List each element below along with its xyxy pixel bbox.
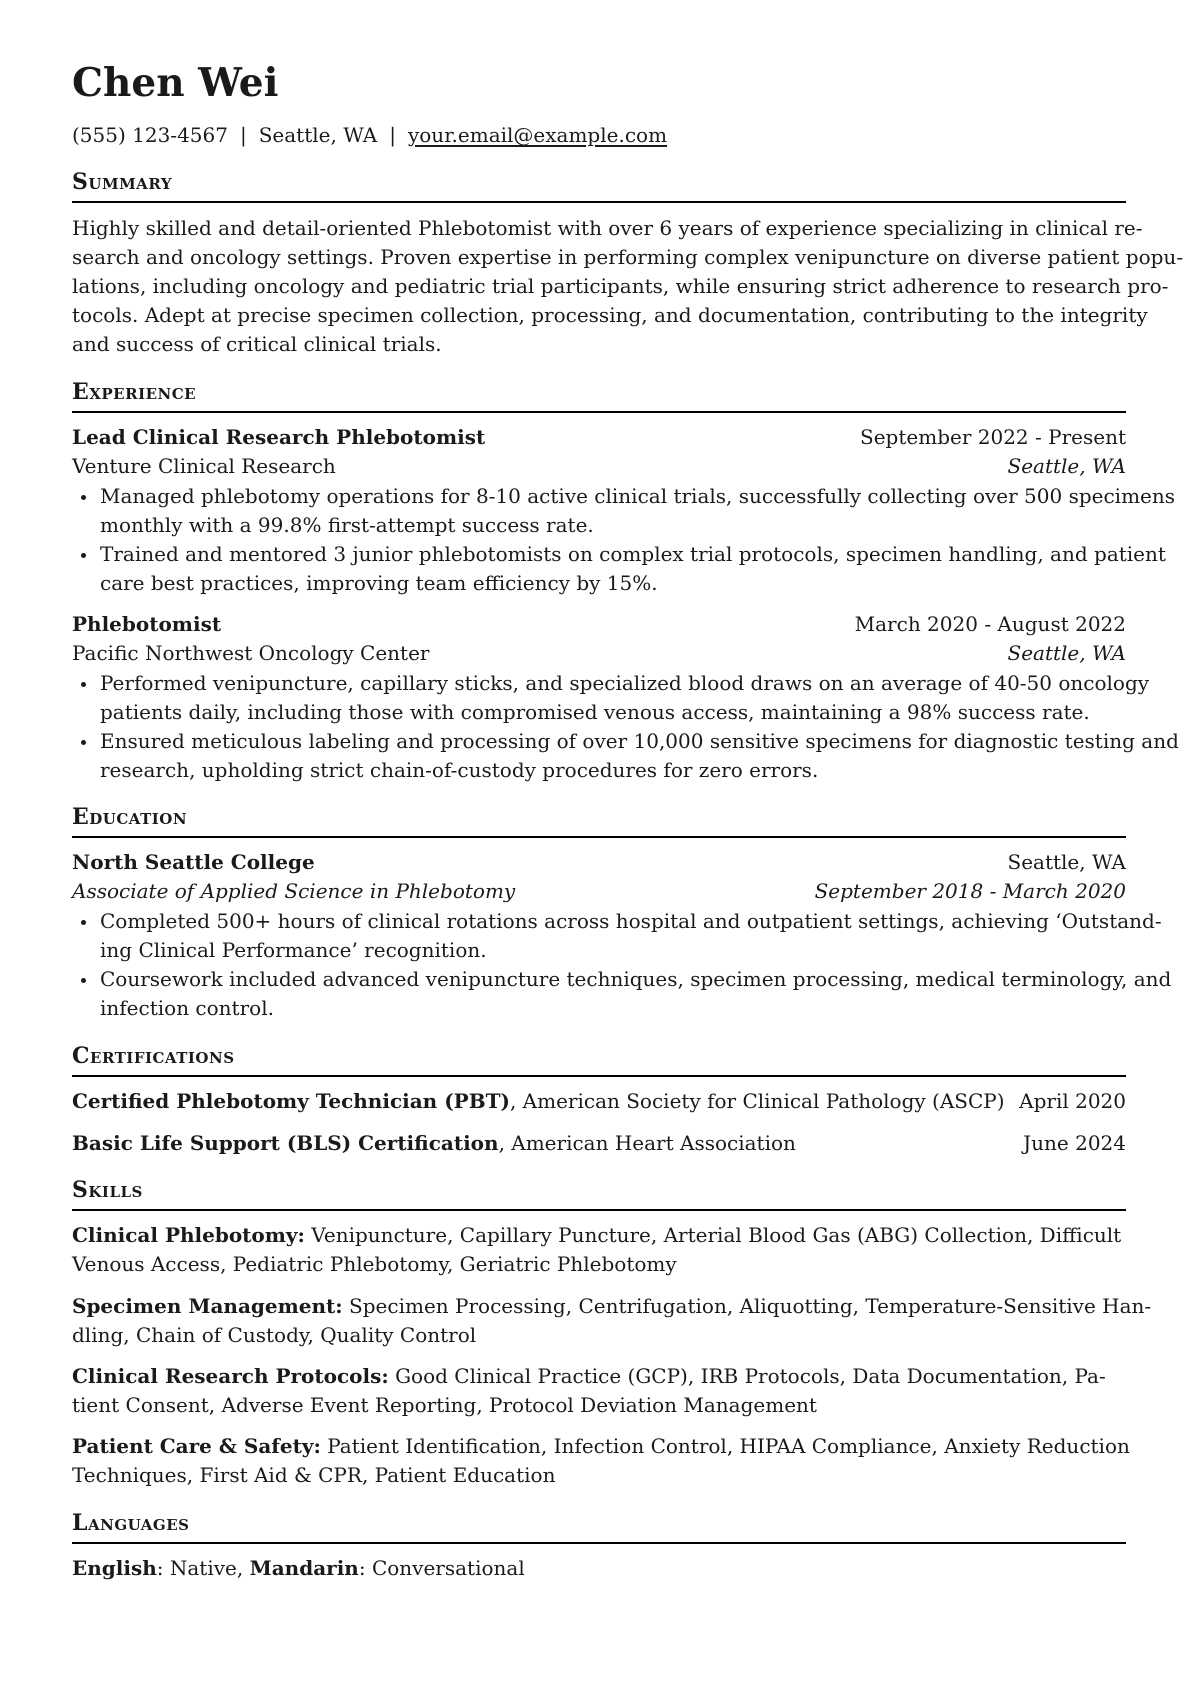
certification-item: [72, 1133, 796, 1153]
bullet-icon: [81, 978, 86, 983]
job-bullet-line: monthly with a 99.8% first-attempt success rate.: [100, 513, 594, 537]
job-bullet-line: Ensured meticulous labeling and processing of over 10,000 sensitive specimens for diagnostic testing and: [100, 729, 1179, 753]
education-dates: September 2018 - March 2020: [814, 879, 1126, 903]
certification-name: Certified Phlebotomy Technician (PBT): [72, 1089, 510, 1113]
job-title: Lead Clinical Research Phlebotomist: [72, 425, 486, 449]
skill-line: [72, 1366, 1106, 1386]
contact-separator: |: [389, 123, 396, 147]
skill-category: Clinical Phlebotomy:: [72, 1223, 305, 1247]
school-name: North Seattle College: [72, 850, 315, 874]
job-location: Seattle, WA: [1007, 641, 1126, 665]
certification-item: [72, 1091, 1005, 1111]
section-divider: [72, 411, 1126, 413]
summary-line: tocols. Adept at precise specimen collection, processing, and documentation, contributing to the integrity: [72, 303, 1148, 327]
section-divider: [72, 201, 1126, 203]
certification-date: April 2020: [1019, 1089, 1126, 1113]
school-location: Seattle, WA: [1007, 850, 1126, 874]
education-bullet-line: infection control.: [100, 996, 274, 1020]
candidate-name: Chen Wei: [72, 60, 279, 106]
section-divider: [72, 1075, 1126, 1077]
contact-line: [72, 125, 667, 145]
job-bullet-line: patients daily, including those with compromised venous access, maintaining a 98% success rate.: [100, 700, 1090, 724]
skill-line: tient Consent, Adverse Event Reporting, Protocol Deviation Management: [72, 1393, 817, 1417]
skill-category: Clinical Research Protocols:: [72, 1364, 389, 1388]
email-link[interactable]: your.email@example.com: [407, 123, 668, 147]
bullet-icon: [81, 682, 86, 687]
summary-line: search and oncology settings. Proven expertise in performing complex venipuncture on diverse patient popu-: [72, 245, 1184, 269]
section-title-languages: Languages: [72, 1510, 190, 1536]
skill-category: Patient Care & Safety:: [72, 1434, 321, 1458]
skill-line: [72, 1225, 1121, 1245]
job-bullet-line: Managed phlebotomy operations for 8-10 active clinical trials, successfully collecting over 500 specimens: [100, 484, 1176, 508]
certification-issuer: , American Heart Association: [498, 1131, 796, 1155]
summary-line: Highly skilled and detail-oriented Phlebotomist with over 6 years of experience specializing in clinical re-: [72, 216, 1143, 240]
section-title-summary: Summary: [72, 169, 173, 195]
section-divider: [72, 1542, 1126, 1544]
section-title-education: Education: [72, 804, 188, 830]
bullet-icon: [81, 553, 86, 558]
languages-line: [72, 1558, 525, 1578]
degree: Associate of Applied Science in Phlebotomy: [72, 879, 516, 903]
job-bullet-line: Trained and mentored 3 junior phlebotomists on complex trial protocols, specimen handling, and patient: [100, 542, 1166, 566]
skill-line: Techniques, First Aid & CPR, Patient Education: [72, 1463, 556, 1487]
summary-line: lations, including oncology and pediatric trial participants, while ensuring strict adherence to research pro-: [72, 274, 1169, 298]
job-location: Seattle, WA: [1007, 454, 1126, 478]
bullet-icon: [81, 740, 86, 745]
skill-list: Good Clinical Practice (GCP), IRB Protocols, Data Documentation, Pa-: [388, 1364, 1106, 1388]
summary-line: and success of critical clinical trials.: [72, 332, 442, 356]
language-level: : Conversational: [358, 1556, 525, 1580]
skill-line: dling, Chain of Custody, Quality Control: [72, 1323, 477, 1347]
job-dates: September 2022 - Present: [860, 425, 1126, 449]
skill-line: [72, 1436, 1130, 1456]
section-divider: [72, 1209, 1126, 1211]
job-bullet-line: care best practices, improving team efficiency by 15%.: [100, 571, 658, 595]
language-name: English: [72, 1556, 157, 1580]
certification-issuer: , American Society for Clinical Pathology (ASCP): [509, 1089, 1005, 1113]
bullet-icon: [81, 920, 86, 925]
skill-line: Venous Access, Pediatric Phlebotomy, Geriatric Phlebotomy: [72, 1252, 677, 1276]
skill-category: Specimen Management:: [72, 1294, 343, 1318]
job-company: Venture Clinical Research: [72, 454, 336, 478]
job-bullet-line: Performed venipuncture, capillary sticks, and specialized blood draws on an average of 40-50 oncology: [100, 671, 1150, 695]
section-title-skills: Skills: [72, 1177, 143, 1203]
certification-date: June 2024: [1023, 1131, 1126, 1155]
job-title: Phlebotomist: [72, 612, 222, 636]
section-divider: [72, 836, 1126, 838]
language-level: : Native,: [156, 1556, 250, 1580]
job-bullet-line: research, upholding strict chain-of-custody procedures for zero errors.: [100, 758, 819, 782]
job-dates: March 2020 - August 2022: [854, 612, 1126, 636]
education-bullet-line: Completed 500+ hours of clinical rotations across hospital and outpatient settings, achieving ‘Outstand-: [100, 909, 1162, 933]
job-company: Pacific Northwest Oncology Center: [72, 641, 430, 665]
contact-separator: |: [239, 123, 247, 147]
education-bullet-line: Coursework included advanced venipuncture techniques, specimen processing, medical terminology, and: [100, 967, 1172, 991]
location: Seattle, WA: [258, 123, 378, 147]
section-title-experience: Experience: [72, 379, 197, 405]
language-name: Mandarin: [249, 1556, 359, 1580]
phone: (555) 123-4567: [72, 123, 228, 147]
section-title-certifications: Certifications: [72, 1043, 235, 1069]
skill-list: Venipuncture, Capillary Puncture, Arterial Blood Gas (ABG) Collection, Difficult: [304, 1223, 1122, 1247]
skill-line: [72, 1296, 1151, 1316]
bullet-icon: [81, 495, 86, 500]
certification-name: Basic Life Support (BLS) Certification: [72, 1131, 499, 1155]
education-bullet-line: ing Clinical Performance’ recognition.: [100, 938, 487, 962]
skill-list: Patient Identification, Infection Control, HIPAA Compliance, Anxiety Reduction: [320, 1434, 1130, 1458]
skill-list: Specimen Processing, Centrifugation, Aliquotting, Temperature-Sensitive Han-: [342, 1294, 1152, 1318]
